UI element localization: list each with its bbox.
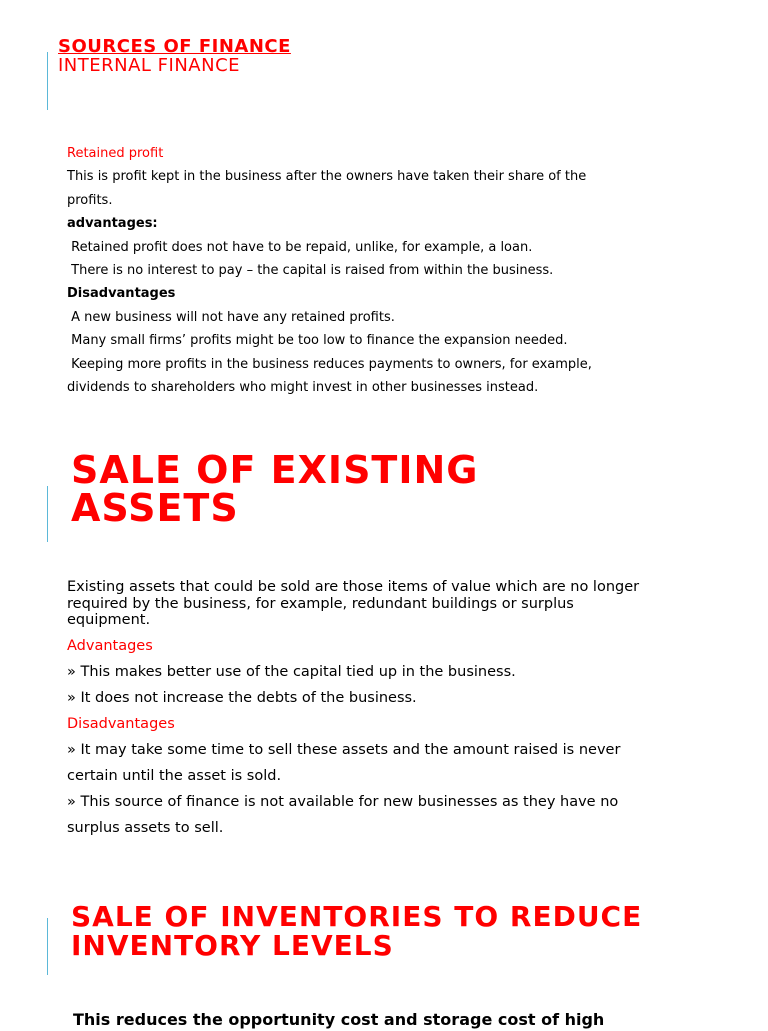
advantage-item: Retained profit does not have to be repaid, unlike, for example, a loan. <box>67 239 533 255</box>
advantage-item: There is no interest to pay – the capital is raised from within the business. <box>67 263 554 279</box>
advantages-label: Advantages <box>67 638 153 654</box>
title-line: SALE OF EXISTING <box>71 448 479 492</box>
disadvantage-item: dividends to shareholders who might invest in other businesses instead. <box>67 380 539 396</box>
retained-profit-intro-line: This is profit kept in the business after the owners have taken their share of the <box>67 169 587 185</box>
page-title: SOURCES OF FINANCE <box>58 36 291 57</box>
disadvantage-item: surplus assets to sell. <box>67 820 224 836</box>
intro-line: equipment. <box>67 612 151 628</box>
title-line: INVENTORY LEVELS <box>71 929 394 962</box>
intro-line: Existing assets that could be sold are those items of value which are no longer <box>67 579 640 595</box>
disadvantage-item: » This source of finance is not available for new businesses as they have no <box>67 794 619 810</box>
section-accent-bar <box>47 918 48 975</box>
title-line: ASSETS <box>71 486 239 530</box>
disadvantage-item: Keeping more profits in the business reduces payments to owners, for example, <box>67 356 592 372</box>
disadvantages-label: Disadvantages <box>67 716 175 732</box>
sale-of-assets-points <box>67 633 707 841</box>
advantage-item: » It does not increase the debts of the business. <box>67 690 417 706</box>
advantage-item: » This makes better use of the capital tied up in the business. <box>67 664 516 680</box>
advantages-label: advantages: <box>67 216 158 232</box>
disadvantage-item: A new business will not have any retained profits. <box>67 309 395 325</box>
retained-profit-intro-line: profits. <box>67 192 113 208</box>
disadvantage-item: » It may take some time to sell these assets and the amount raised is never <box>67 742 621 758</box>
disadvantage-item: certain until the asset is sold. <box>67 768 282 784</box>
intro-line: required by the business, for example, redundant buildings or surplus <box>67 595 574 612</box>
title-line: SALE OF INVENTORIES TO REDUCE <box>71 900 643 933</box>
retained-profit-section <box>67 142 647 399</box>
disadvantage-item: Many small firms’ profits might be too low to finance the expansion needed. <box>67 333 568 349</box>
section-accent-bar <box>47 52 48 110</box>
page-subtitle: INTERNAL FINANCE <box>58 55 241 76</box>
sale-of-assets-title <box>71 448 671 530</box>
disadvantages-label: Disadvantages <box>67 286 176 302</box>
section-accent-bar <box>47 486 48 542</box>
retained-profit-heading: Retained profit <box>67 146 164 161</box>
sale-of-inventories-title <box>71 902 711 960</box>
sale-of-inventories-intro: This reduces the opportunity cost and storage cost of high <box>73 1010 605 1029</box>
sale-of-assets-intro <box>67 579 687 629</box>
